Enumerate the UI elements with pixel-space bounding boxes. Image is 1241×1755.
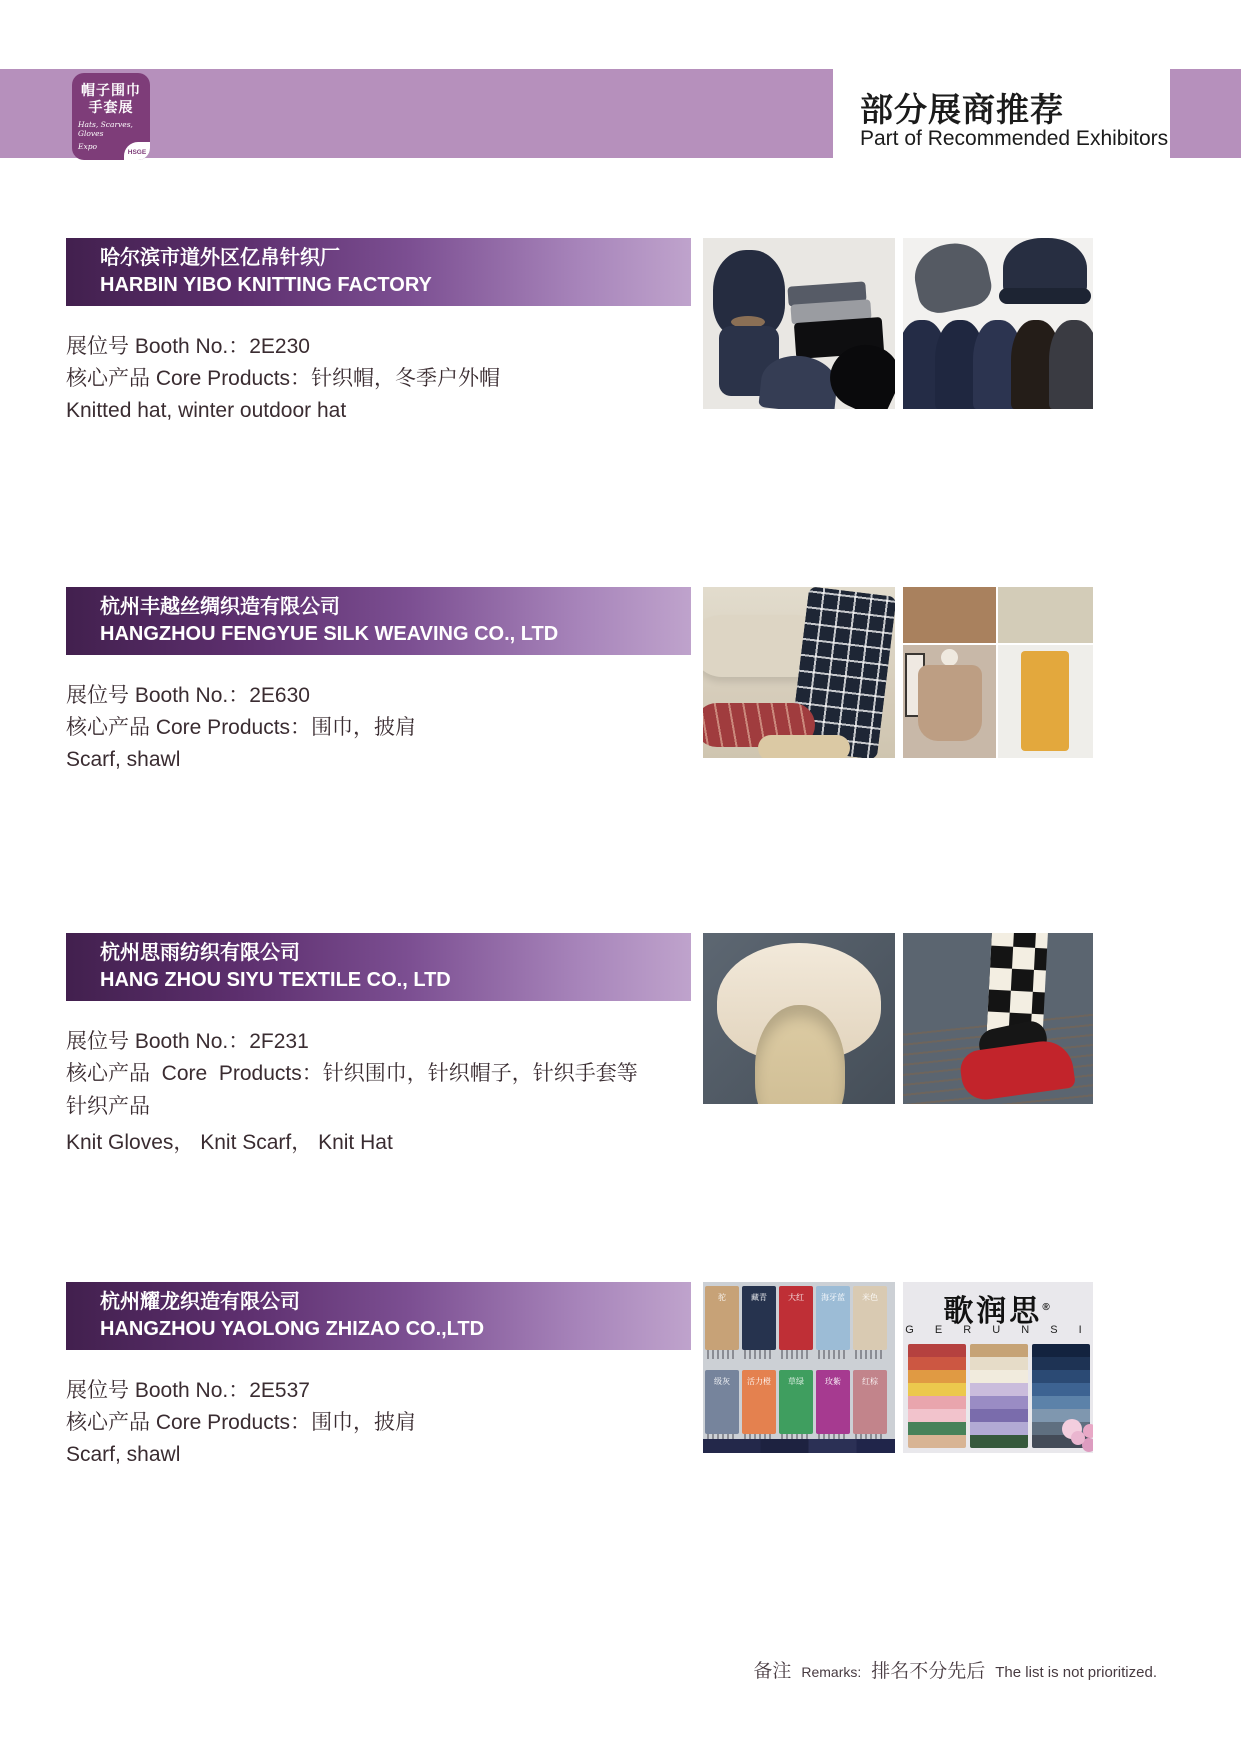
page-subtitle: Part of Recommended Exhibitors — [860, 127, 1169, 150]
core-value-zh: 围巾，披肩 — [311, 1411, 417, 1434]
page-title: 部分展商推荐 — [860, 91, 1064, 128]
expo-logo — [72, 73, 150, 160]
core-label: 核心产品 Core Products： — [66, 1411, 312, 1434]
registered-mark: ® — [1042, 1302, 1053, 1313]
yellow-scarf-shape — [1021, 651, 1069, 751]
scarf-swatch — [779, 1370, 813, 1434]
logo-line4: Expo — [78, 142, 98, 151]
cap-brim-shape — [999, 288, 1091, 304]
exhibitor-banner — [66, 587, 691, 655]
booth-number: 2E230 — [249, 335, 310, 358]
booth-label: 展位号 Booth No.： — [66, 1030, 250, 1053]
exhibitor-block-2 — [0, 587, 1241, 771]
scarf-color-label: 藏青 — [751, 1293, 767, 1302]
collage-cell-cream-scarf — [998, 587, 1093, 643]
exhibitor-name-en: HANGZHOU FENGYUE SILK WEAVING CO., LTD — [100, 623, 559, 645]
core-value-zh: 针织帽，冬季户外帽 — [311, 367, 501, 390]
scarf-color-label: 海牙蓝 — [821, 1293, 845, 1302]
tan-shawl-shape — [918, 665, 982, 741]
scarf-swatch — [779, 1286, 813, 1350]
logo-badge-hsge: HSGE — [124, 142, 150, 160]
gray-beanie-shape — [909, 238, 995, 317]
exhibitor-banner — [66, 1282, 691, 1350]
core-products-en: Knitted hat, winter outdoor hat — [66, 399, 347, 422]
core-products-en: Scarf, shawl — [66, 1443, 181, 1466]
exhibitor-block-3 — [0, 933, 1241, 1154]
remarks-label-en: Remarks: — [801, 1664, 862, 1680]
exhibitor-name-zh: 杭州思雨纺织有限公司 — [100, 942, 300, 964]
core-label: 核心产品 Core Products： — [66, 1062, 323, 1085]
scarf-swatch — [705, 1286, 739, 1350]
booth-line — [66, 679, 310, 712]
logo-line2: 手套展 — [88, 99, 134, 115]
product-photo-beanies-row — [903, 238, 1093, 409]
core-products-line — [66, 711, 416, 744]
core-value-zh: 围巾，披肩 — [311, 716, 417, 739]
core-products-line — [66, 362, 500, 395]
scarf-swatch — [816, 1286, 850, 1350]
scarf-swatch — [705, 1370, 739, 1434]
product-photo-checkered-scarf — [903, 933, 1093, 1104]
remarks-note-en: The list is not prioritized. — [995, 1664, 1157, 1681]
exhibitor-name-en: HARBIN YIBO KNITTING FACTORY — [100, 274, 432, 296]
mannequin-head-shape — [941, 649, 958, 666]
booth-number: 2E630 — [249, 684, 310, 707]
exhibitor-name-zh: 哈尔滨市道外区亿帛针织厂 — [100, 247, 340, 269]
scarf-display-row-top — [705, 1286, 887, 1350]
core-products-line — [66, 1406, 416, 1439]
product-photo-gerunsi-brand — [903, 1282, 1093, 1453]
beanie-row-shapes — [903, 320, 1093, 409]
scarf-swatch — [742, 1286, 776, 1350]
booth-line — [66, 1025, 309, 1058]
scarf-swatch — [742, 1370, 776, 1434]
scarf-swatch — [853, 1370, 887, 1434]
booth-line — [66, 330, 310, 363]
beige-rolled-scarf-shape — [758, 735, 850, 758]
footer-remarks — [753, 1656, 1157, 1683]
booth-label: 展位号 Booth No.： — [66, 335, 250, 358]
exhibitor-name-en: HANGZHOU YAOLONG ZHIZAO CO.,LTD — [100, 1318, 485, 1340]
product-photo-scarf-display — [703, 1282, 895, 1453]
folded-scarves-pile-shape — [703, 1439, 895, 1453]
booth-number: 2F231 — [249, 1030, 309, 1053]
remarks-note-zh: 排名不分先后 — [871, 1661, 986, 1682]
logo-line3: Hats, Scarves, Gloves — [78, 120, 133, 138]
booth-number: 2E537 — [249, 1379, 310, 1402]
scarf-swatch — [816, 1370, 850, 1434]
exhibitor-block-4 — [0, 1282, 1241, 1466]
exhibitor-name-en: HANG ZHOU SIYU TEXTILE CO., LTD — [100, 969, 451, 991]
booth-label: 展位号 Booth No.： — [66, 1379, 250, 1402]
exhibitor-name-zh: 杭州丰越丝绸织造有限公司 — [100, 596, 340, 618]
core-products-en: Scarf, shawl — [66, 748, 181, 771]
scarf-color-label: 大红 — [788, 1293, 804, 1302]
gerunsi-logo-text: 歌润思 — [943, 1295, 1043, 1328]
product-photo-shawl-collage — [903, 587, 1093, 758]
scarf-color-label: 草绿 — [788, 1377, 804, 1386]
core-label: 核心产品 Core Products： — [66, 367, 312, 390]
exhibitor-block-1 — [0, 238, 1241, 422]
folded-scarf-stacks — [908, 1344, 1090, 1448]
beanie-charcoal — [1049, 320, 1093, 409]
scarf-stack-neutral — [970, 1344, 1028, 1448]
booth-line — [66, 1374, 310, 1407]
core-label: 核心产品 Core Products： — [66, 716, 312, 739]
scarf-display-row-bottom — [705, 1370, 887, 1434]
collage-cell-coat — [903, 587, 996, 643]
remarks-label-zh: 备注 — [753, 1661, 792, 1682]
core-products-en: Knit Gloves， Knit Scarf， Knit Hat — [66, 1131, 393, 1154]
magnolia-flower-shape — [1071, 1431, 1085, 1445]
core-value-zh: 针织围巾，针织帽子，针织手套等针织产品 — [66, 1062, 638, 1118]
scarf-color-label: 红棕 — [862, 1377, 878, 1386]
scarf-color-label: 米色 — [862, 1293, 878, 1302]
scarf-color-label: 玫紫 — [825, 1377, 841, 1386]
exhibitor-name-zh: 杭州耀龙织造有限公司 — [100, 1291, 300, 1313]
product-photo-hats-group — [703, 238, 895, 409]
scarf-stack-warm — [908, 1344, 966, 1448]
product-photo-scarves-sofa — [703, 587, 895, 758]
core-products-line — [66, 1057, 641, 1123]
exhibitor-banner — [66, 933, 691, 1001]
scarf-color-label: 驼 — [718, 1293, 726, 1302]
booth-label: 展位号 Booth No.： — [66, 684, 250, 707]
scarf-color-label: 活力橙 — [747, 1377, 771, 1386]
exhibitor-banner — [66, 238, 691, 306]
scarf-swatch — [853, 1286, 887, 1350]
gerunsi-logo-en: G E R U N S I — [905, 1324, 1091, 1336]
scarf-color-label: 级灰 — [714, 1377, 730, 1386]
product-photo-cream-hat — [703, 933, 895, 1104]
logo-line1: 帽子围巾 — [81, 82, 141, 98]
